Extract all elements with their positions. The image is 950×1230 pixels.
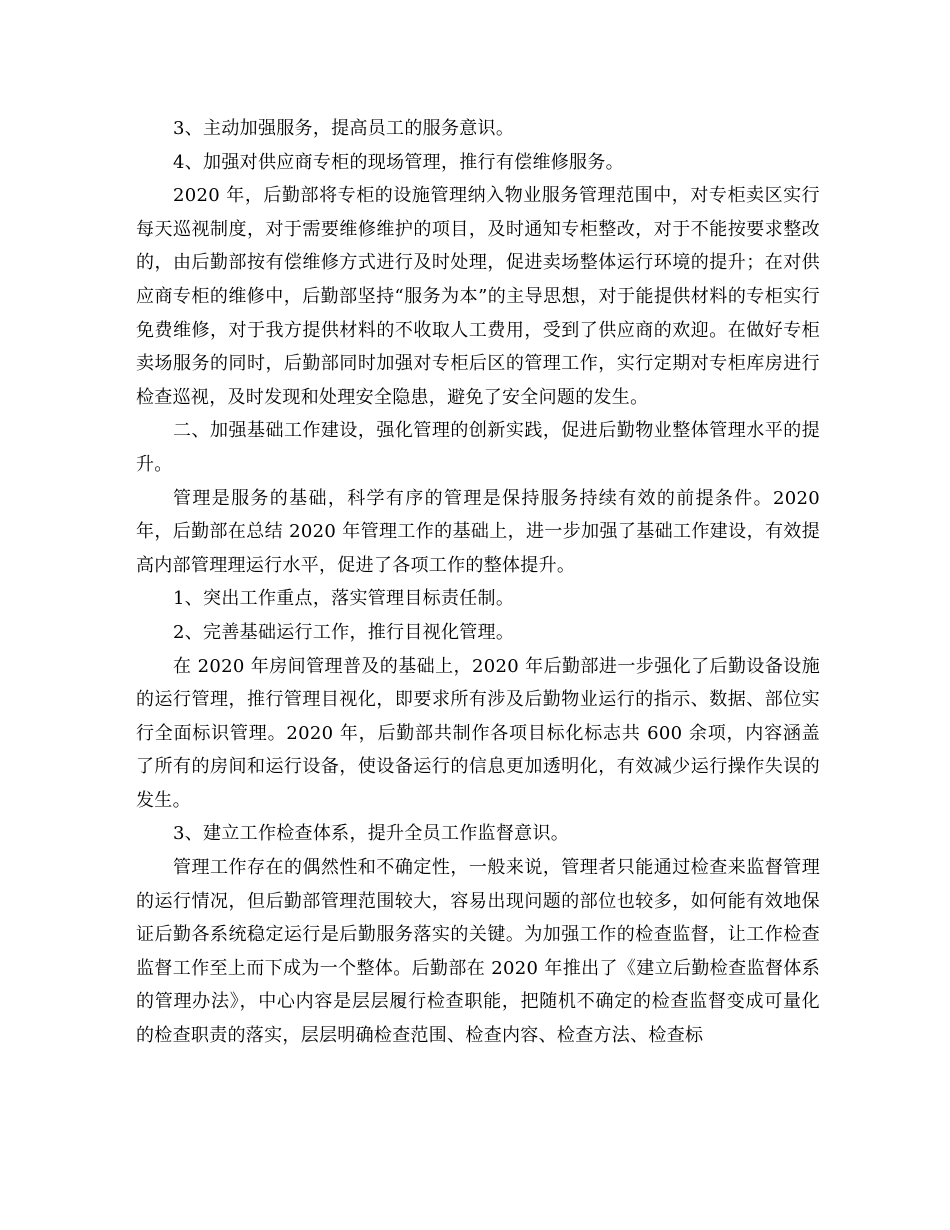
paragraph-item-1-work-focus: 1、突出工作重点，落实管理目标责任制。	[173, 588, 515, 610]
paragraph-item-2-visual-management: 2、完善基础运行工作，推行目视化管理。	[173, 621, 515, 643]
paragraph-inspection-details: 管理工作存在的偶然性和不确定性，一般来说，管理者只能通过检查来监督管理的运行情况，但后勤部管理范围较大，容易出现问题的部位也较多，如何能有效地保证后勤各系统稳定运行是后勤服务落实的关键。为加强工作的检查监督，让工作检查监督工作至上而下成为一个整体。后勤部在 2020 年推出了《建立后勤检查监督体系的管理办法》，中心内容是层层履行检查职能，把随机不确定的检查监督变成可量化的检查职责的落实，层层明确检查范围、检查内容、检查方法、检查标	[136, 857, 820, 1047]
paragraph-item-4-supplier-counter: 4、加强对供应商专柜的现场管理，推行有偿维修服务。	[173, 151, 624, 173]
paragraph-item-3-inspection-system: 3、建立工作检查体系，提升全员工作监督意识。	[173, 823, 570, 845]
paragraph-item-3-service: 3、主动加强服务，提高员工的服务意识。	[173, 118, 515, 139]
paragraph-counter-facility-management: 2020 年，后勤部将专柜的设施管理纳入物业服务管理范围中，对专柜卖区实行每天巡视制度，对于需要维修维护的项目，及时通知专柜整改，对于不能按要求整改的，由后勤部按有偿维修方式进行及时处理，促进卖场整体运行环境的提升；在对供应商专柜的维修中，后勤部坚持“服务为本”的主导思想，对于能提供材料的专柜实行免费维修，对于我方提供材料的不收取人工费用，受到了供应商的欢迎。在做好专柜卖场服务的同时，后勤部同时加强对专柜后区的管理工作，实行定期对专柜库房进行检查巡视，及时发现和处理安全隐患，避免了安全问题的发生。	[136, 185, 820, 408]
paragraph-visual-management-details: 在 2020 年房间管理普及的基础上，2020 年后勤部进一步强化了后勤设备设施的运行管理，推行管理目视化，即要求所有涉及后勤物业运行的指示、数据、部位实行全面标识管理。2020 年，后勤部共制作各项目标化标志共 600 余项，内容涵盖了所有的房间和运行设备，使设备运行的信息更加透明化，有效减少运行操作失误的发生。	[136, 655, 820, 811]
paragraph-management-foundation: 管理是服务的基础，科学有序的管理是保持服务持续有效的前提条件。2020 年，后勤部在总结 2020 年管理工作的基础上，进一步加强了基础工作建设，有效提高内部管理理运行水平，促进了各项工作的整体提升。	[136, 487, 820, 576]
section-heading-two: 二、加强基础工作建设，强化管理的创新实践，促进后勤物业整体管理水平的提升。	[136, 420, 820, 475]
document-body	[136, 112, 820, 1053]
